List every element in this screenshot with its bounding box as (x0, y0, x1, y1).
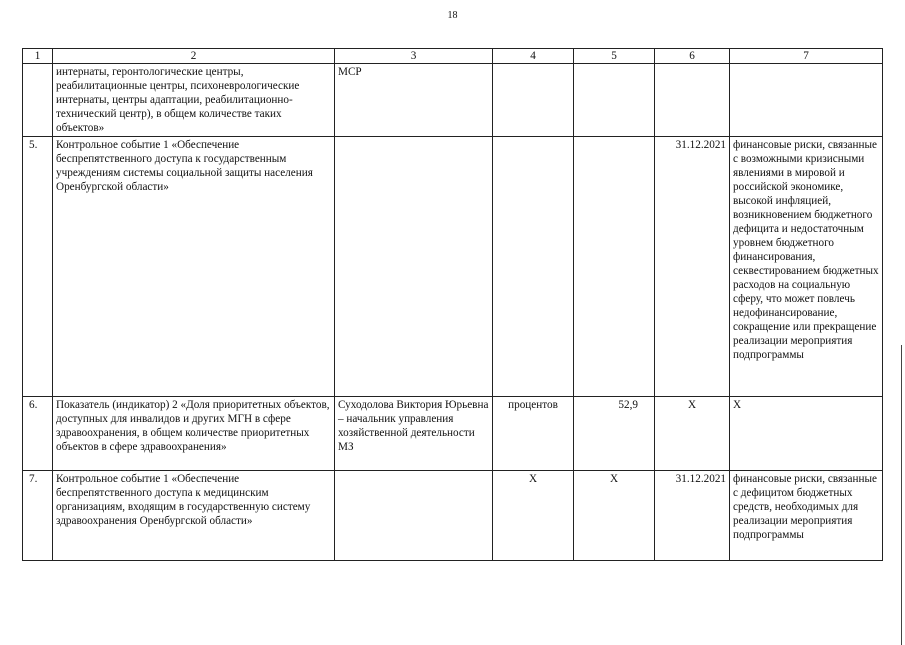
column-header: 3 (335, 49, 493, 64)
date-cell: 31.12.2021 (655, 137, 730, 397)
page-number: 18 (447, 10, 458, 21)
unit-cell (493, 64, 574, 137)
risks-cell: X (730, 397, 883, 471)
name-cell: Контрольное событие 1 «Обеспечение беспрепятственного доступа к государственным учреждениям системы социальной защиты населения Оренбургской области» (53, 137, 335, 397)
unit-cell (493, 137, 574, 397)
name-cell: интернаты, геронтологические центры, реабилитационные центры, психоневрологические интернаты, центры адаптации, реабилитационно-технический центр), в общем количестве таких объектов» (53, 64, 335, 137)
name-cell: Контрольное событие 1 «Обеспечение беспрепятственного доступа к медицинским организациям, входящим в государственную систему здравоохранения Оренбургской области» (53, 471, 335, 561)
unit-cell: процентов (493, 397, 574, 471)
column-header: 1 (23, 49, 53, 64)
row-number-cell: 6. (23, 397, 53, 471)
table-header-row (23, 49, 883, 64)
value-cell: 52,9 (574, 397, 655, 471)
responsible-cell: МСР (335, 64, 493, 137)
column-header: 6 (655, 49, 730, 64)
table-row (23, 471, 883, 561)
value-cell: X (574, 471, 655, 561)
value-cell (574, 64, 655, 137)
column-header: 4 (493, 49, 574, 64)
date-cell: 31.12.2021 (655, 471, 730, 561)
risks-cell (730, 64, 883, 137)
row-number-cell: 7. (23, 471, 53, 561)
scan-margin-line (901, 345, 902, 645)
table-row (23, 137, 883, 397)
date-cell (655, 64, 730, 137)
value-cell (574, 137, 655, 397)
risks-cell: финансовые риски, связанные с возможными кризисными явлениями в мировой и российской экономике, высокой инфляцией, возникновением бюджетного дефицита и недостаточным уровнем бюджетного финансирования, секвестированием бюджетных расходов на социальную сферу, что может повлечь недофинансирование, сокращение или прекращение реализации мероприятия подпрограммы (730, 137, 883, 397)
row-number-cell: 5. (23, 137, 53, 397)
responsible-cell: Суходолова Виктория Юрьевна – начальник управления хозяйственной деятельности МЗ (335, 397, 493, 471)
column-header: 7 (730, 49, 883, 64)
column-header: 2 (53, 49, 335, 64)
column-header: 5 (574, 49, 655, 64)
table-row (23, 397, 883, 471)
responsible-cell (335, 137, 493, 397)
date-cell: X (655, 397, 730, 471)
row-number-cell (23, 64, 53, 137)
indicator-table (22, 48, 883, 561)
responsible-cell (335, 471, 493, 561)
name-cell: Показатель (индикатор) 2 «Доля приоритетных объектов, доступных для инвалидов и других МГН в сфере здравоохранения, в общем количестве приоритетных объектов в сфере здравоохранения» (53, 397, 335, 471)
table-row (23, 64, 883, 137)
risks-cell: финансовые риски, связанные с дефицитом бюджетных средств, необходимых для реализации мероприятия подпрограммы (730, 471, 883, 561)
unit-cell: X (493, 471, 574, 561)
